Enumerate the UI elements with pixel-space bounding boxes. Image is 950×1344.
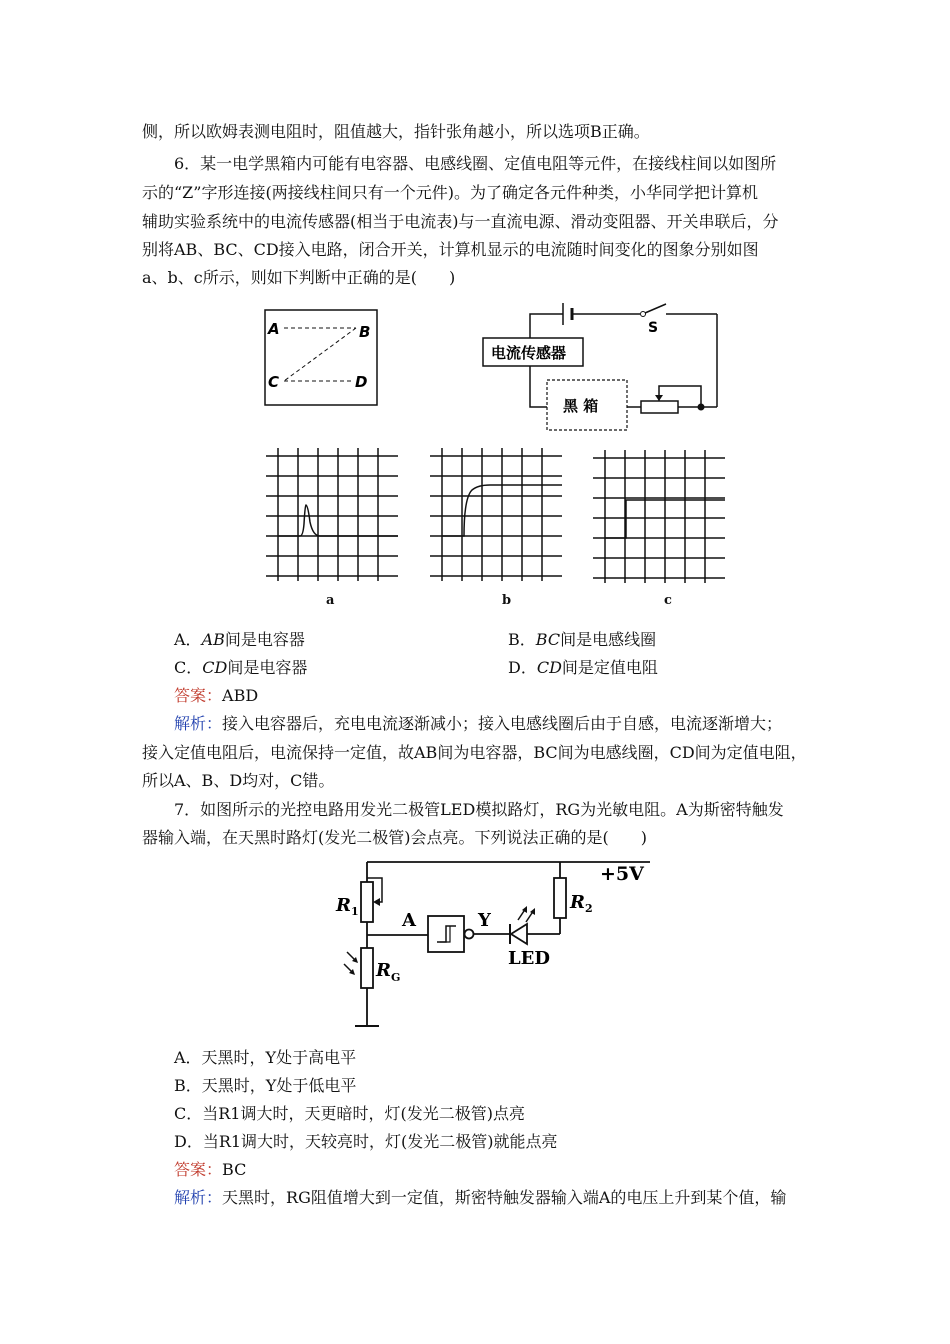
option-d-prefix: D． bbox=[508, 658, 537, 677]
intro-text: 侧，所以欧姆表测电阻时，阻值越大，指针张角越小，所以选项B正确。 bbox=[142, 122, 650, 141]
graph-c bbox=[593, 450, 725, 585]
r1-label: $R_1$ bbox=[336, 895, 359, 918]
q6-stem-line-5: a、b、c所示，则如下判断中正确的是( ) bbox=[142, 268, 456, 287]
option-d-text: 间是定值电阻 bbox=[561, 658, 658, 677]
rheostat bbox=[641, 401, 678, 413]
q6-analysis-line-3: 所以A、B、D均对，C错。 bbox=[142, 771, 335, 790]
option-c-text: 间是电容器 bbox=[227, 658, 308, 677]
q7-analysis-line-1 bbox=[174, 1188, 786, 1208]
q7-option-a: A．天黑时，Y处于高电平 bbox=[174, 1048, 357, 1067]
light-control-circuit bbox=[330, 856, 660, 1031]
analysis-label: 解析： bbox=[174, 714, 223, 733]
option-c-var: CD bbox=[202, 658, 228, 677]
measurement-circuit bbox=[475, 300, 725, 435]
option-d-var: CD bbox=[536, 658, 562, 677]
q6-option-a bbox=[174, 630, 305, 650]
option-a-text: 间是电容器 bbox=[224, 630, 305, 649]
q6-stem-line-4: 别将AB、BC、CD接入电路，闭合开关，计算机显示的电流随时间变化的图象分别如图 bbox=[142, 240, 759, 259]
current-sensor-label: 电流传感器 bbox=[491, 344, 567, 362]
q7-option-c: C．当R1调大时，天更暗时，灯(发光二极管)点亮 bbox=[174, 1104, 525, 1123]
resistor-r1 bbox=[361, 882, 373, 922]
graph-a-label: a bbox=[326, 593, 335, 608]
resistor-r2 bbox=[554, 878, 566, 918]
q6-option-d bbox=[508, 658, 658, 678]
q6-option-c bbox=[174, 658, 307, 678]
led-label: LED bbox=[508, 948, 550, 969]
z-connection-box bbox=[264, 309, 378, 407]
q6-stem-line-3: 辅助实验系统中的电流传感器(相当于电流表)与一直流电源、滑动变阻器、开关串联后，分 bbox=[142, 212, 779, 231]
answer-label: 答案： bbox=[174, 686, 223, 705]
q7-stem-line-1: 7．如图所示的光控电路用发光二极管LED模拟路灯，RG为光敏电阻。A为斯密特触发 bbox=[174, 800, 784, 819]
q7-analysis-label: 解析： bbox=[174, 1188, 223, 1207]
q7-analysis-text: 天黑时，RG阻值增大到一定值，斯密特触发器输入端A的电压上升到某个值，输 bbox=[222, 1188, 787, 1207]
node-y-label: Y bbox=[478, 910, 491, 931]
q6-stem-line-2: 示的“Z”字形连接(两接线柱间只有一个元件)。为了确定各元件种类，小华同学把计算机 bbox=[142, 183, 758, 202]
option-b-prefix: B． bbox=[508, 630, 536, 649]
q6-stem-line-1: 6．某一电学黑箱内可能有电容器、电感线圈、定值电阻等元件，在接线柱间以如图所 bbox=[174, 154, 777, 173]
q7-stem-line-2: 器输入端，在天黑时路灯(发光二极管)会点亮。下列说法正确的是( ) bbox=[142, 828, 647, 847]
terminal-d-label: D bbox=[355, 373, 368, 391]
q6-option-b bbox=[508, 630, 656, 650]
q7-answer bbox=[174, 1160, 246, 1180]
option-a-prefix: A． bbox=[174, 630, 202, 649]
terminal-a-label: A bbox=[268, 320, 280, 338]
option-c-prefix: C． bbox=[174, 658, 203, 677]
option-a-var: AB bbox=[201, 630, 225, 649]
graph-b bbox=[430, 448, 562, 583]
terminal-b-label: B bbox=[359, 323, 371, 341]
answer-value: ABD bbox=[222, 686, 259, 705]
q6-analysis-line-1 bbox=[174, 714, 782, 734]
graph-c-label: c bbox=[664, 593, 672, 608]
q7-option-d: D．当R1调大时，天较亮时，灯(发光二极管)就能点亮 bbox=[174, 1132, 558, 1151]
rg-label: $R_G$ bbox=[376, 960, 401, 984]
terminal-c-label: C bbox=[268, 373, 280, 391]
switch-label: S bbox=[648, 320, 659, 336]
photoresistor-rg bbox=[361, 948, 373, 988]
blackbox-label: 黑 箱 bbox=[563, 397, 599, 415]
option-b-var: BC bbox=[535, 630, 561, 649]
led-diode bbox=[511, 924, 527, 944]
option-b-text: 间是电感线圈 bbox=[560, 630, 657, 649]
q6-answer bbox=[174, 686, 258, 706]
r2-label: $R_2$ bbox=[570, 892, 593, 915]
node-a-label: A bbox=[402, 910, 416, 931]
q7-option-b: B．天黑时，Y处于低电平 bbox=[174, 1076, 357, 1095]
graph-a bbox=[266, 448, 398, 583]
q7-answer-label: 答案： bbox=[174, 1160, 223, 1179]
analysis-text: 接入电容器后，充电电流逐渐减小；接入电感线圈后由于自感，电流逐渐增大； bbox=[222, 714, 783, 733]
graph-b-label: b bbox=[502, 593, 512, 608]
q6-analysis-line-2: 接入定值电阻后，电流保持一定值，故AB间为电容器，BC间为电感线圈，CD间为定值电阻， bbox=[142, 743, 807, 762]
vcc-label: +5V bbox=[600, 863, 644, 885]
q7-answer-value: BC bbox=[222, 1160, 247, 1179]
